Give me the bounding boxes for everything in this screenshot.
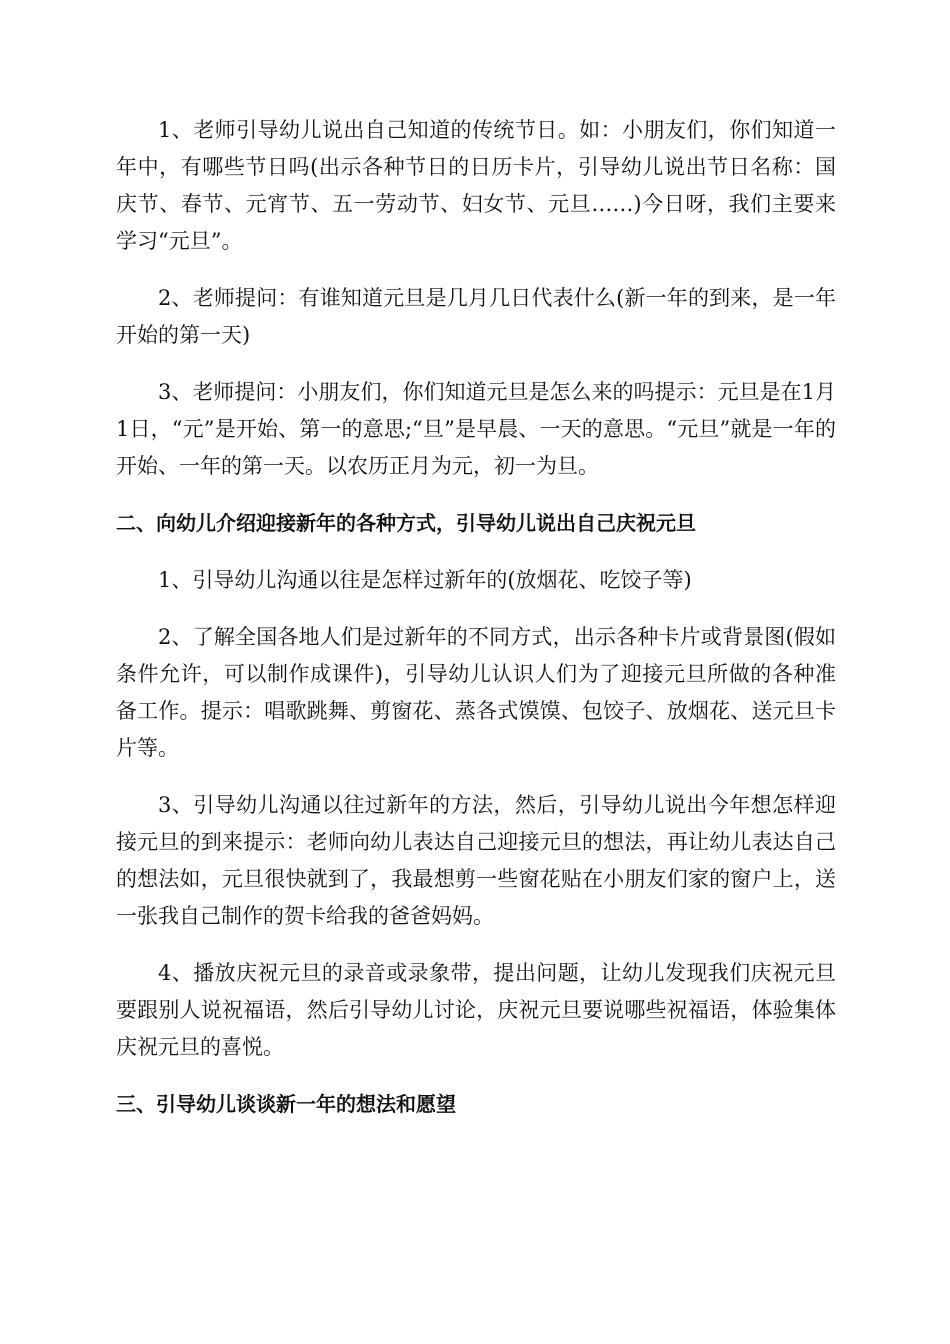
paragraph-gap <box>116 1066 836 1086</box>
paragraph: 4、播放庆祝元旦的录音或录象带，提出问题，让幼儿发现我们庆祝元旦要跟别人说祝福语，然后引导幼儿讨论，庆祝元旦要说哪些祝福语，体验集体庆祝元旦的喜悦。 <box>116 961 836 1059</box>
paragraph-gap <box>116 260 836 280</box>
paragraph: 3、老师提问：小朋友们，你们知道元旦是怎么来的吗提示：元旦是在1月1日，“元”是开始、第一的意思;“旦”是早晨、一天的意思。“元旦”就是一年的开始、一年的第一天。以农历正月为元，初一为旦。 <box>116 380 836 478</box>
paragraph: 1、老师引导幼儿说出自己知道的传统节日。如：小朋友们，你们知道一年中，有哪些节日吗(出示各种节日的日历卡片，引导幼儿说出节日名称：国庆节、春节、元宵节、五一劳动节、妇女节、元旦……)今日呀，我们主要来学习“元旦”。 <box>116 118 836 253</box>
paragraph-gap <box>116 354 836 374</box>
paragraph-gap <box>116 542 836 562</box>
paragraph-gap <box>116 599 836 619</box>
paragraph: 3、引导幼儿沟通以往过新年的方法，然后，引导幼儿说出今年想怎样迎接元旦的到来提示：老师向幼儿表达自己迎接元旦的想法，再让幼儿表达自己的想法如，元旦很快就到了，我最想剪一些窗花贴在小朋友们家的窗户上，送一张我自己制作的贺卡给我的爸爸妈妈。 <box>116 793 836 928</box>
paragraph-gap <box>116 935 836 955</box>
paragraph: 2、了解全国各地人们是过新年的不同方式，出示各种卡片或背景图(假如条件允许，可以制作成课件)，引导幼儿认识人们为了迎接元旦所做的各种准备工作。提示：唱歌跳舞、剪窗花、蒸各式馍馍、包饺子、放烟花、送元旦卡片等。 <box>116 625 836 760</box>
paragraph-gap <box>116 767 836 787</box>
section-heading: 二、向幼儿介绍迎接新年的各种方式，引导幼儿说出自己庆祝元旦 <box>116 511 696 535</box>
document-page <box>116 112 836 1123</box>
section-heading: 三、引导幼儿谈谈新一年的想法和愿望 <box>116 1092 456 1116</box>
paragraph: 2、老师提问：有谁知道元旦是几月几日代表什么(新一年的到来，是一年开始的第一天) <box>116 286 836 347</box>
paragraph: 1、引导幼儿沟通以往是怎样过新年的(放烟花、吃饺子等) <box>158 568 692 592</box>
paragraph-gap <box>116 485 836 505</box>
